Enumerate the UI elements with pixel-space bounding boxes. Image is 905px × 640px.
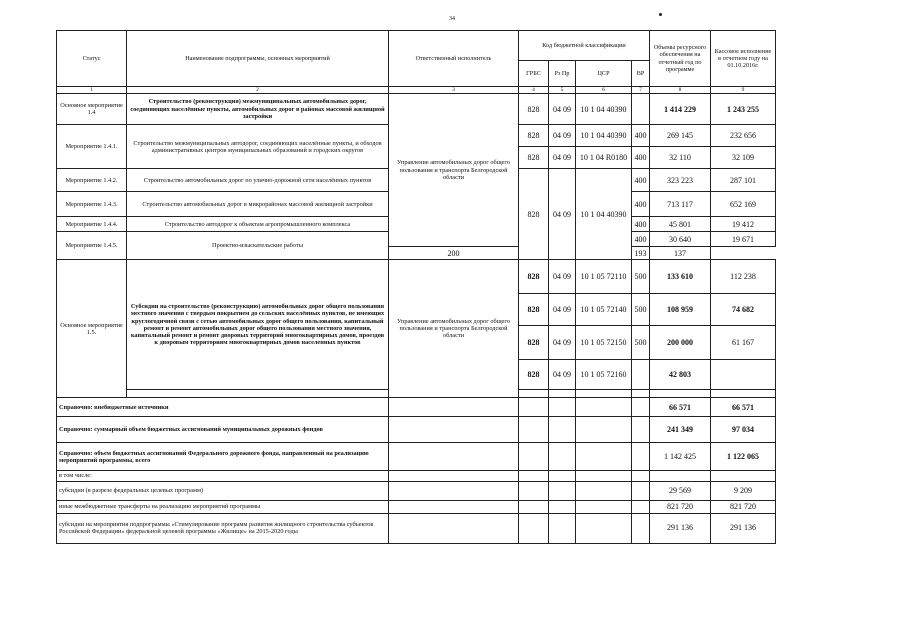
header-grbs: ГРБС xyxy=(519,61,549,87)
empty-cell xyxy=(632,471,650,481)
empty-cell xyxy=(519,481,549,500)
empty-cell xyxy=(632,481,650,500)
cell-volume: 1 414 229 xyxy=(650,94,711,125)
empty-cell xyxy=(576,417,632,443)
row-status: Основное мероприятие 1.4 xyxy=(57,94,127,125)
summary-label: Справочно: объем бюджетных ассигнований Федерального дорожного фонда, направленный на реализацию мероприятий программы, всего xyxy=(57,443,389,471)
row-executor: Управление автомобильных дорог общего пользования и транспорта Белгородской области xyxy=(389,260,519,398)
header-cash: Кассовое исполнение в отчетном году на 01.10.2016г. xyxy=(711,31,776,87)
empty-cell xyxy=(576,500,632,513)
empty-cell xyxy=(576,513,632,543)
empty-cell xyxy=(549,390,576,398)
summary-label: Справочно: внебюджетные источники xyxy=(57,398,389,417)
empty-cell xyxy=(549,471,576,481)
empty-cell xyxy=(519,500,549,513)
row-status: Мероприятие 1.4.4. xyxy=(57,217,127,232)
empty-cell xyxy=(519,471,549,481)
summary-cash: 291 136 xyxy=(711,513,776,543)
empty-cell xyxy=(389,417,519,443)
cell-vr: 400 xyxy=(632,192,650,217)
empty-cell xyxy=(576,398,632,417)
row-status: Мероприятие 1.4.1. xyxy=(57,125,127,169)
row-status: Мероприятие 1.4.5. xyxy=(57,232,127,260)
cell-rz: 04 09 xyxy=(549,360,576,390)
cell-grbs: 828 xyxy=(519,260,549,294)
summary-cash: 66 571 xyxy=(711,398,776,417)
summary-volume: 291 136 xyxy=(650,513,711,543)
cell-vr xyxy=(632,94,650,125)
empty-cell xyxy=(519,398,549,417)
cell-rz: 04 09 xyxy=(549,147,576,169)
cell-vr: 500 xyxy=(632,294,650,326)
row-name: Строительство автодорог к объектам агропромышленного комплекса xyxy=(127,217,389,232)
cell-cash: 19 412 xyxy=(711,217,776,232)
index-cell: 2 xyxy=(127,87,389,94)
index-cell: 3 xyxy=(389,87,519,94)
empty-cell xyxy=(519,390,549,398)
empty-cell xyxy=(632,443,650,471)
empty-cell xyxy=(632,390,650,398)
empty-cell xyxy=(711,390,776,398)
summary-volume: 29 569 xyxy=(650,481,711,500)
summary-cash: 97 034 xyxy=(711,417,776,443)
empty-cell xyxy=(549,398,576,417)
cell-vr: 400 xyxy=(632,125,650,147)
cell-rz: 04 09 xyxy=(549,294,576,326)
cell-grbs: 828 xyxy=(519,326,549,360)
cell-volume: 269 145 xyxy=(650,125,711,147)
index-cell: 9 xyxy=(711,87,776,94)
empty-cell xyxy=(632,513,650,543)
cell-cash: 287 101 xyxy=(711,169,776,192)
cell-volume: 323 223 xyxy=(650,169,711,192)
summary-label: субсидии на мероприятия подпрограммы «Стимулирование программ развития жилищного строительства субъектов Российской Федерации» федеральной целевой программы «Жилище» на 2015-2020 годы xyxy=(57,513,389,543)
empty-cell xyxy=(389,398,519,417)
cell-vr: 500 xyxy=(632,326,650,360)
empty-cell xyxy=(519,443,549,471)
cell-volume: 713 117 xyxy=(650,192,711,217)
row-executor: Управление автомобильных дорог общего пользования и транспорта Белгородской области xyxy=(389,94,519,247)
summary-label: в том числе: xyxy=(57,471,389,481)
cell-csr: 10 1 04 40390 xyxy=(576,125,632,147)
budget-table xyxy=(56,30,776,544)
empty-cell xyxy=(576,390,632,398)
summary-label: Справочно: суммарный объем бюджетных ассигнований муниципальных дорожных фондов xyxy=(57,417,389,443)
index-cell: 7 xyxy=(632,87,650,94)
empty-cell xyxy=(632,500,650,513)
cell-volume: 193 xyxy=(632,247,650,260)
empty-cell xyxy=(549,513,576,543)
index-cell: 1 xyxy=(57,87,127,94)
cell-cash: 19 671 xyxy=(711,232,776,247)
empty-cell xyxy=(576,443,632,471)
header-executor: Ответственный исполнитель xyxy=(389,31,519,87)
row-status: Основное мероприятие 1.5. xyxy=(57,260,127,398)
cell-rz: 04 09 xyxy=(549,94,576,125)
cell-csr: 10 1 05 72150 xyxy=(576,326,632,360)
row-status: Мероприятие 1.4.2. xyxy=(57,169,127,192)
index-cell: 4 xyxy=(519,87,549,94)
cell-csr: 10 1 05 72110 xyxy=(576,260,632,294)
cell-rz: 04 09 xyxy=(549,326,576,360)
row-name: Строительство автомобильных дорог по улично-дорожной сети населённых пунктов xyxy=(127,169,389,192)
empty-cell xyxy=(632,417,650,443)
cell-cash: 137 xyxy=(650,247,711,260)
cell-cash: 652 169 xyxy=(711,192,776,217)
page-number: 34 xyxy=(449,16,455,22)
cell-vr: 400 xyxy=(632,217,650,232)
cell-grbs: 828 xyxy=(519,125,549,147)
header-csr: ЦСР xyxy=(576,61,632,87)
summary-label: субсидии (в разрезе федеральных целевых программ) xyxy=(57,481,389,500)
cell-volume: 45 801 xyxy=(650,217,711,232)
empty-cell xyxy=(389,513,519,543)
row-status: Мероприятие 1.4.3. xyxy=(57,192,127,217)
empty-cell xyxy=(632,398,650,417)
cell-cash: 232 656 xyxy=(711,125,776,147)
empty-cell xyxy=(519,417,549,443)
row-name: Строительство автомобильных дорог в микрорайонах массовой жилищной застройки xyxy=(127,192,389,217)
summary-label: иные межбюджетные трансферты на реализацию мероприятий программы xyxy=(57,500,389,513)
cell-volume: 42 803 xyxy=(650,360,711,390)
header-code-group: Код бюджетной классификации xyxy=(519,31,650,61)
summary-cash: 1 122 065 xyxy=(711,443,776,471)
cell-cash: 32 109 xyxy=(711,147,776,169)
cell-cash: 74 682 xyxy=(711,294,776,326)
cell-csr: 10 1 05 72160 xyxy=(576,360,632,390)
empty-cell xyxy=(549,443,576,471)
cell-vr: 500 xyxy=(632,260,650,294)
summary-cash: 821 720 xyxy=(711,500,776,513)
row-name: Строительство межмуниципальных автодорог, соединяющих населённые пункты, и обходов административных центров муниципальных образований и городских округов xyxy=(127,125,389,169)
empty-cell xyxy=(549,481,576,500)
row-name: Строительство (реконструкция) межмуниципальных автомобильных дорог, соединяющих населённые пункты, автомобильных дорог в районах массовой жилищной застройки xyxy=(127,94,389,125)
header-name: Наименование подпрограммы, основных мероприятий xyxy=(127,31,389,87)
cell-cash: 112 238 xyxy=(711,260,776,294)
cell-cash: 61 167 xyxy=(711,326,776,360)
cell-csr: 10 1 04 40390 xyxy=(576,94,632,125)
empty-cell xyxy=(389,500,519,513)
empty-cell xyxy=(389,443,519,471)
cell-cash: 1 243 255 xyxy=(711,94,776,125)
cell-volume: 133 610 xyxy=(650,260,711,294)
cell-grbs: 828 xyxy=(519,360,549,390)
cell-volume: 32 110 xyxy=(650,147,711,169)
empty-cell xyxy=(650,390,711,398)
index-cell: 5 xyxy=(549,87,576,94)
header-volume: Объемы ресурсного обеспечения на отчетный год по программе xyxy=(650,31,711,87)
empty-cell xyxy=(127,390,389,398)
empty-cell xyxy=(519,513,549,543)
cell-rz: 04 09 xyxy=(549,260,576,294)
empty-cell xyxy=(711,471,776,481)
header-rzpr: Рз Пр xyxy=(549,61,576,87)
empty-cell xyxy=(389,471,519,481)
row-name: Проектно-изыскательские работы xyxy=(127,232,389,260)
cell-volume: 200 000 xyxy=(650,326,711,360)
cell-cash xyxy=(711,360,776,390)
empty-cell xyxy=(549,500,576,513)
cell-grbs: 828 xyxy=(519,294,549,326)
summary-volume: 241 349 xyxy=(650,417,711,443)
cell-csr: 10 1 05 72140 xyxy=(576,294,632,326)
cell-grbs: 828 xyxy=(519,169,549,260)
cell-csr: 10 1 04 R0180 xyxy=(576,147,632,169)
cell-volume: 108 959 xyxy=(650,294,711,326)
cell-vr xyxy=(632,360,650,390)
empty-cell xyxy=(576,481,632,500)
summary-volume: 821 720 xyxy=(650,500,711,513)
header-vr: ВР xyxy=(632,61,650,87)
empty-cell xyxy=(576,471,632,481)
cell-vr: 400 xyxy=(632,169,650,192)
index-cell: 6 xyxy=(576,87,632,94)
header-status: Статус xyxy=(57,31,127,87)
cell-volume: 30 640 xyxy=(650,232,711,247)
cell-vr: 400 xyxy=(632,147,650,169)
cell-vr: 200 xyxy=(389,247,519,260)
cell-grbs: 828 xyxy=(519,94,549,125)
row-name: Субсидии на строительство (реконструкцию) автомобильных дорог общего пользования местного значения с твердым покрытием до сельских населённых пунктов, не имеющих круглогодичной связи с сетью автомобильных дорог общего пользования, капитальный ремонт и ремонт автомобильных дорог общего пользования местного значения, капитальный ремонт и ремонт дворовых территорий многоквартирных домов, проездов к дворовым территориям многоквартирных домов населенных пунктов xyxy=(127,260,389,390)
cell-vr: 400 xyxy=(632,232,650,247)
cell-csr: 10 1 04 40390 xyxy=(576,169,632,260)
empty-cell xyxy=(389,481,519,500)
scan-dot xyxy=(659,13,662,16)
index-cell: 8 xyxy=(650,87,711,94)
cell-grbs: 828 xyxy=(519,147,549,169)
summary-volume: 66 571 xyxy=(650,398,711,417)
cell-rz: 04 09 xyxy=(549,169,576,260)
summary-volume: 1 142 425 xyxy=(650,443,711,471)
cell-rz: 04 09 xyxy=(549,125,576,147)
summary-cash: 9 209 xyxy=(711,481,776,500)
empty-cell xyxy=(549,417,576,443)
empty-cell xyxy=(650,471,711,481)
